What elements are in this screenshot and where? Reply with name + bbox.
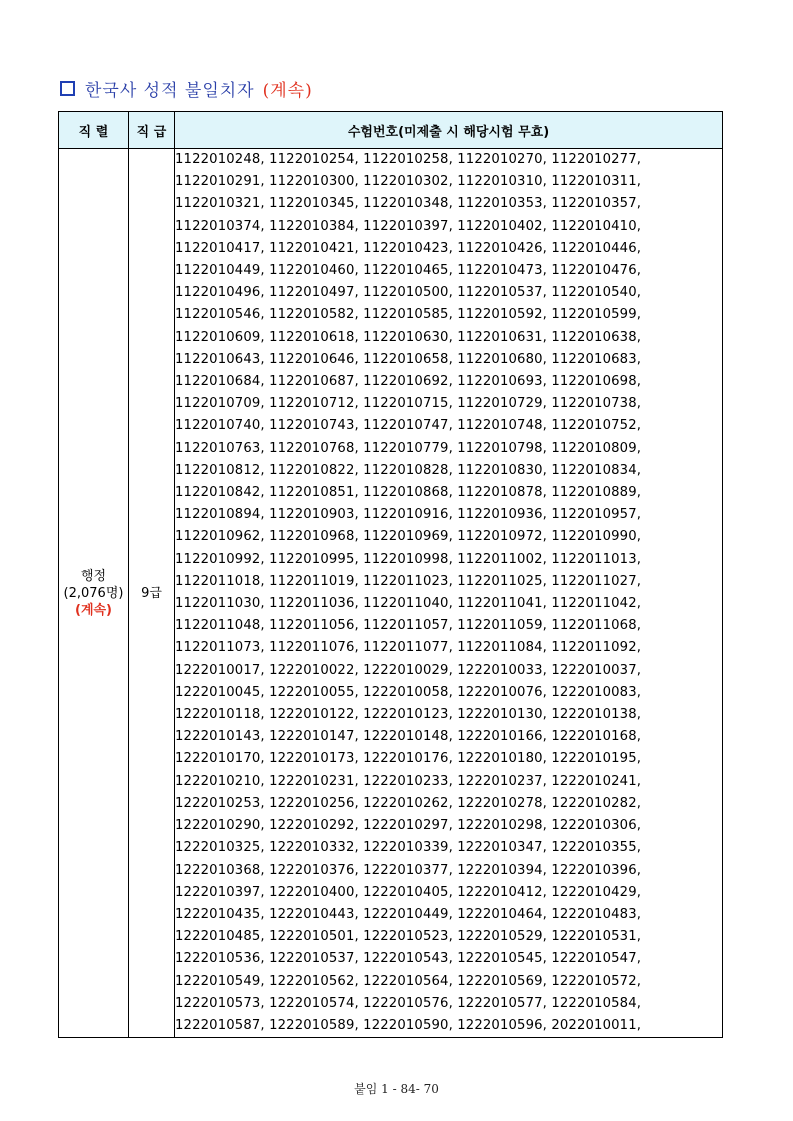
exam-number-line: 1122010321, 1122010345, 1122010348, 1122010353, 1122010357, [175,196,642,212]
exam-number-line: 1122010992, 1122010995, 1122010998, 1122011002, 1122011013, [175,551,642,567]
exam-number-line: 1122011048, 1122011056, 1122011057, 1122011059, 1122011068, [175,618,642,634]
grade-cell: 9급 [129,149,175,1038]
exam-number-line: 1122010546, 1122010582, 1122010585, 1122010592, 1122010599, [175,307,642,323]
exam-number-line: 1222010118, 1222010122, 1222010123, 1222010130, 1222010138, [175,707,642,723]
table-header-row [59,112,723,149]
series-name: 행정 [80,568,107,584]
exam-number-line: 1222010210, 1222010231, 1222010233, 1222010237, 1222010241, [175,773,642,789]
heading-continued: (계속) [262,80,313,101]
exam-number-line: 1222010290, 1222010292, 1222010297, 1222010298, 1222010306, [175,818,642,834]
table-row [59,149,723,1038]
section-heading [60,75,313,101]
exam-number-line: 1122010291, 1122010300, 1122010302, 1122010310, 1122010311, [175,174,642,190]
exam-number-line: 1122010684, 1122010687, 1122010692, 1122010693, 1122010698, [175,374,642,390]
exam-number-line: 1122010709, 1122010712, 1122010715, 1122010729, 1122010738, [175,396,642,412]
series-cell [59,149,129,1038]
exam-number-line: 1222010368, 1222010376, 1222010377, 1222010394, 1222010396, [175,862,642,878]
exam-number-line: 1122010894, 1122010903, 1122010916, 1122010936, 1122010957, [175,507,642,523]
exam-number-line: 1122010417, 1122010421, 1122010423, 1122010426, 1122010446, [175,240,642,256]
exam-number-line: 1122010812, 1122010822, 1122010828, 1122010830, 1122010834, [175,462,642,478]
exam-number-line: 1222010435, 1222010443, 1222010449, 1222010464, 1222010483, [175,906,642,922]
exam-number-line: 1222010573, 1222010574, 1222010576, 1222010577, 1222010584, [175,995,642,1011]
exam-number-line: 1122011018, 1122011019, 1122011023, 1122011025, 1122011027, [175,573,642,589]
exam-number-line: 1222010143, 1222010147, 1222010148, 1222010166, 1222010168, [175,729,642,745]
exam-number-line: 1222010045, 1222010055, 1222010058, 1222010076, 1222010083, [175,684,642,700]
exam-number-line: 1122010496, 1122010497, 1122010500, 1122010537, 1122010540, [175,285,642,301]
exam-number-line: 1222010587, 1222010589, 1222010590, 1222010596, 2022010011, [175,1017,642,1033]
results-table [58,111,723,1038]
exam-number-line: 1122010449, 1122010460, 1122010465, 1122010473, 1122010476, [175,263,642,279]
exam-number-line: 1222010325, 1222010332, 1222010339, 1222010347, 1222010355, [175,840,642,856]
header-numbers: 수험번호(미제출 시 해당시험 무효) [175,112,723,149]
page-footer: 붙임 1 - 84- 70 [354,1082,439,1096]
exam-number-line: 1122010643, 1122010646, 1122010658, 1122010680, 1122010683, [175,351,642,367]
header-series: 직 렬 [59,112,129,149]
header-grade: 직 급 [129,112,175,149]
exam-number-line: 1122010609, 1122010618, 1122010630, 1122010631, 1122010638, [175,329,642,345]
exam-number-line: 1122010248, 1122010254, 1122010258, 1122010270, 1122010277, [175,152,642,167]
exam-number-line: 1122011030, 1122011036, 1122011040, 1122011041, 1122011042, [175,596,642,612]
exam-number-line: 1122010763, 1122010768, 1122010779, 1122010798, 1122010809, [175,440,642,456]
exam-number-line: 1122010962, 1122010968, 1122010969, 1122010972, 1122010990, [175,529,642,545]
exam-number-line: 1222010170, 1222010173, 1222010176, 1222010180, 1222010195, [175,751,642,767]
exam-number-line: 1222010536, 1222010537, 1222010543, 1222010545, 1222010547, [175,951,642,967]
exam-number-line: 1122010842, 1122010851, 1122010868, 1122010878, 1122010889, [175,485,642,501]
exam-number-line: 1222010549, 1222010562, 1222010564, 1222010569, 1222010572, [175,973,642,989]
exam-number-line: 1222010485, 1222010501, 1222010523, 1222010529, 1222010531, [175,929,642,945]
exam-number-line: 1122010740, 1122010743, 1122010747, 1122010748, 1122010752, [175,418,642,434]
exam-number-line: 1222010017, 1222010022, 1222010029, 1222010033, 1222010037, [175,662,642,678]
series-continued: (계속) [75,602,112,618]
checkbox-square-icon [60,81,75,96]
exam-number-line: 1122010374, 1122010384, 1122010397, 1122010402, 1122010410, [175,218,642,234]
exam-number-line: 1222010253, 1222010256, 1222010262, 1222010278, 1222010282, [175,795,642,811]
heading-title: 한국사 성적 불일치자 [85,80,255,101]
exam-number-line: 1122011073, 1122011076, 1122011077, 1122011084, 1122011092, [175,640,642,656]
series-count: (2,076명) [63,585,124,601]
exam-number-line: 1222010397, 1222010400, 1222010405, 1222010412, 1222010429, [175,884,642,900]
exam-numbers-cell [175,149,723,1038]
